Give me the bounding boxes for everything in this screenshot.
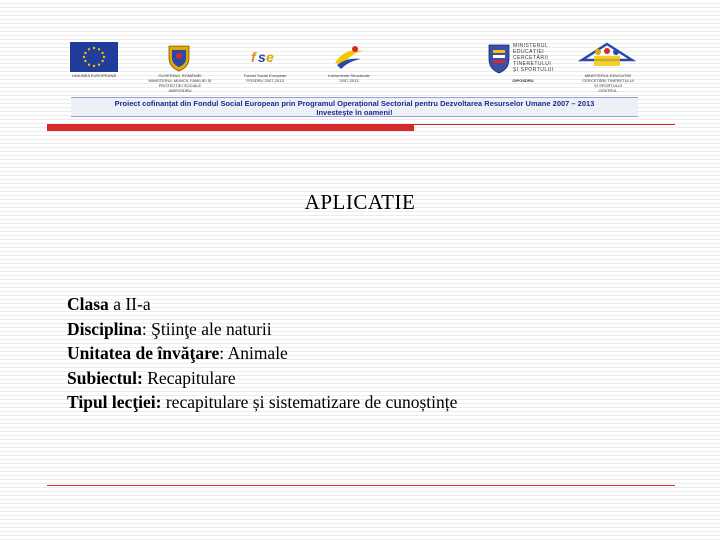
unit-value: : Animale [219,343,288,363]
eu-caption: UNIUNEA EUROPEANĂ [71,73,116,78]
svg-text:f: f [251,49,256,65]
subject-row [67,366,457,391]
discipline-label: Disciplina [67,318,142,339]
lesson-info [67,292,457,415]
unit-row [67,341,457,366]
discipline-row [67,317,457,342]
lesson-type-value: recapitulare și sistematizare de cunoștințe [161,392,458,412]
class-label: Clasa [67,294,109,314]
ministry-education-sub: OIPOSDRU [512,78,534,83]
coat-of-arms-icon [166,42,192,72]
fse-caption: Fondul Social European POSDRU 2007-2013 [243,73,287,83]
ministry-education-logo-icon [486,42,512,74]
banner-line-2: Investește în oameni! [316,108,393,117]
government-caption: GUVERNUL ROMÂNIEI MINISTERUL MUNCII, FAMILIEI ȘI PROTECȚIEI SOCIALE AMPOSDRU [148,73,212,93]
svg-text:e: e [266,49,274,65]
subject-label: Subiectul: [67,367,143,388]
ministry-education-caption: MINISTERUL EDUCAȚIEI CERCETĂRII TINERETULUI ȘI SPORTULUI [513,43,554,73]
fse-logo-icon [249,45,281,69]
lesson-type-row [67,390,457,415]
red-accent-bar [47,124,414,131]
svg-text:s: s [258,49,266,65]
project-banner [71,97,638,117]
banner-line-1: Proiect cofinanțat din Fondul Social European prin Programul Operațional Sectorial pentru Dezvoltarea Resurselor Umane 2007 – 2013 [114,99,595,108]
bottom-divider [47,485,675,486]
structural-caption: Instrumente Structurale 2007-2013 [328,73,370,83]
unit-label: Unitatea de învăţare [67,343,220,363]
house-people-logo-icon [576,42,638,70]
subject-value: Recapitulare [142,367,236,388]
discipline-value: : Ştiinţe ale naturii [141,318,272,339]
structural-instruments-logo-icon [331,43,367,71]
lesson-type-label: Tipul lecţiei: [67,392,162,412]
class-row [67,292,457,317]
eu-flag-icon [70,42,118,72]
class-value: a II-a [108,294,151,314]
slide-title: APLICATIE [304,190,416,214]
house-people-caption: MINISTERUL EDUCAȚIEI CERCETĂRII TINERETULUI ȘI SPORTULUI CENTRUL [582,73,634,93]
